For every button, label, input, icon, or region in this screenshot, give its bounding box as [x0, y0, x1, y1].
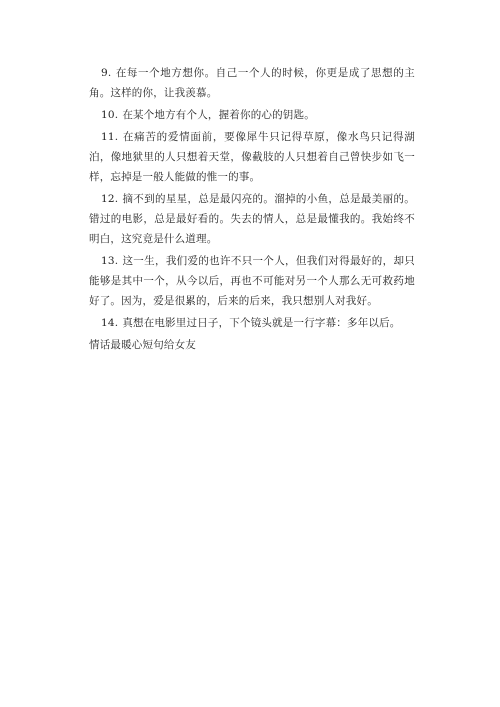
paragraph-text: 真想在电影里过日子，下个镜头就是一行字幕：多年以后。	[122, 317, 401, 329]
paragraph-text: 在每一个地方想你。自己一个人的时候，你更是成了思想的主角。这样的你，让我羡慕。	[89, 67, 415, 99]
paragraph-13	[89, 251, 415, 311]
paragraph-11	[89, 127, 415, 187]
paragraph-text: 摘不到的星星，总是最闪亮的。溜掉的小鱼，总是最美丽的。错过的电影，总是最好看的。失去的情人，总是最懂我的。我始终不明白，这究竟是什么道理。	[89, 193, 415, 245]
paragraph-10	[89, 105, 415, 125]
paragraph-text: 在某个地方有个人，握着你的心的钥匙。	[122, 109, 315, 121]
paragraph-12	[89, 189, 415, 249]
paragraph-number: 14.	[101, 317, 119, 329]
section-title: 情话最暖心短句给女友	[89, 339, 196, 351]
paragraph-number: 12.	[101, 193, 119, 205]
paragraph-text: 在痛苦的爱情面前，要像犀牛只记得草原，像水鸟只记得湖泊，像地狱里的人只想着天堂，像截肢的人只想着自己曾快步如飞一样，忘掉是一般人能做的惟一的事。	[89, 131, 415, 183]
paragraph-text: 这一生，我们爱的也许不只一个人，但我们对得最好的，却只能够是其中一个，从今以后，再也不可能对另一个人那么无可救药地好了。因为，爱是很累的，后来的后来，我只想别人对我好。	[89, 255, 415, 307]
paragraph-number: 10.	[101, 109, 119, 121]
paragraph-number: 13.	[101, 255, 119, 267]
paragraph-9	[89, 63, 415, 103]
paragraph-number: 9.	[101, 67, 112, 79]
paragraph-14	[89, 313, 415, 333]
paragraph-number: 11.	[101, 131, 119, 143]
document-body	[89, 63, 415, 355]
